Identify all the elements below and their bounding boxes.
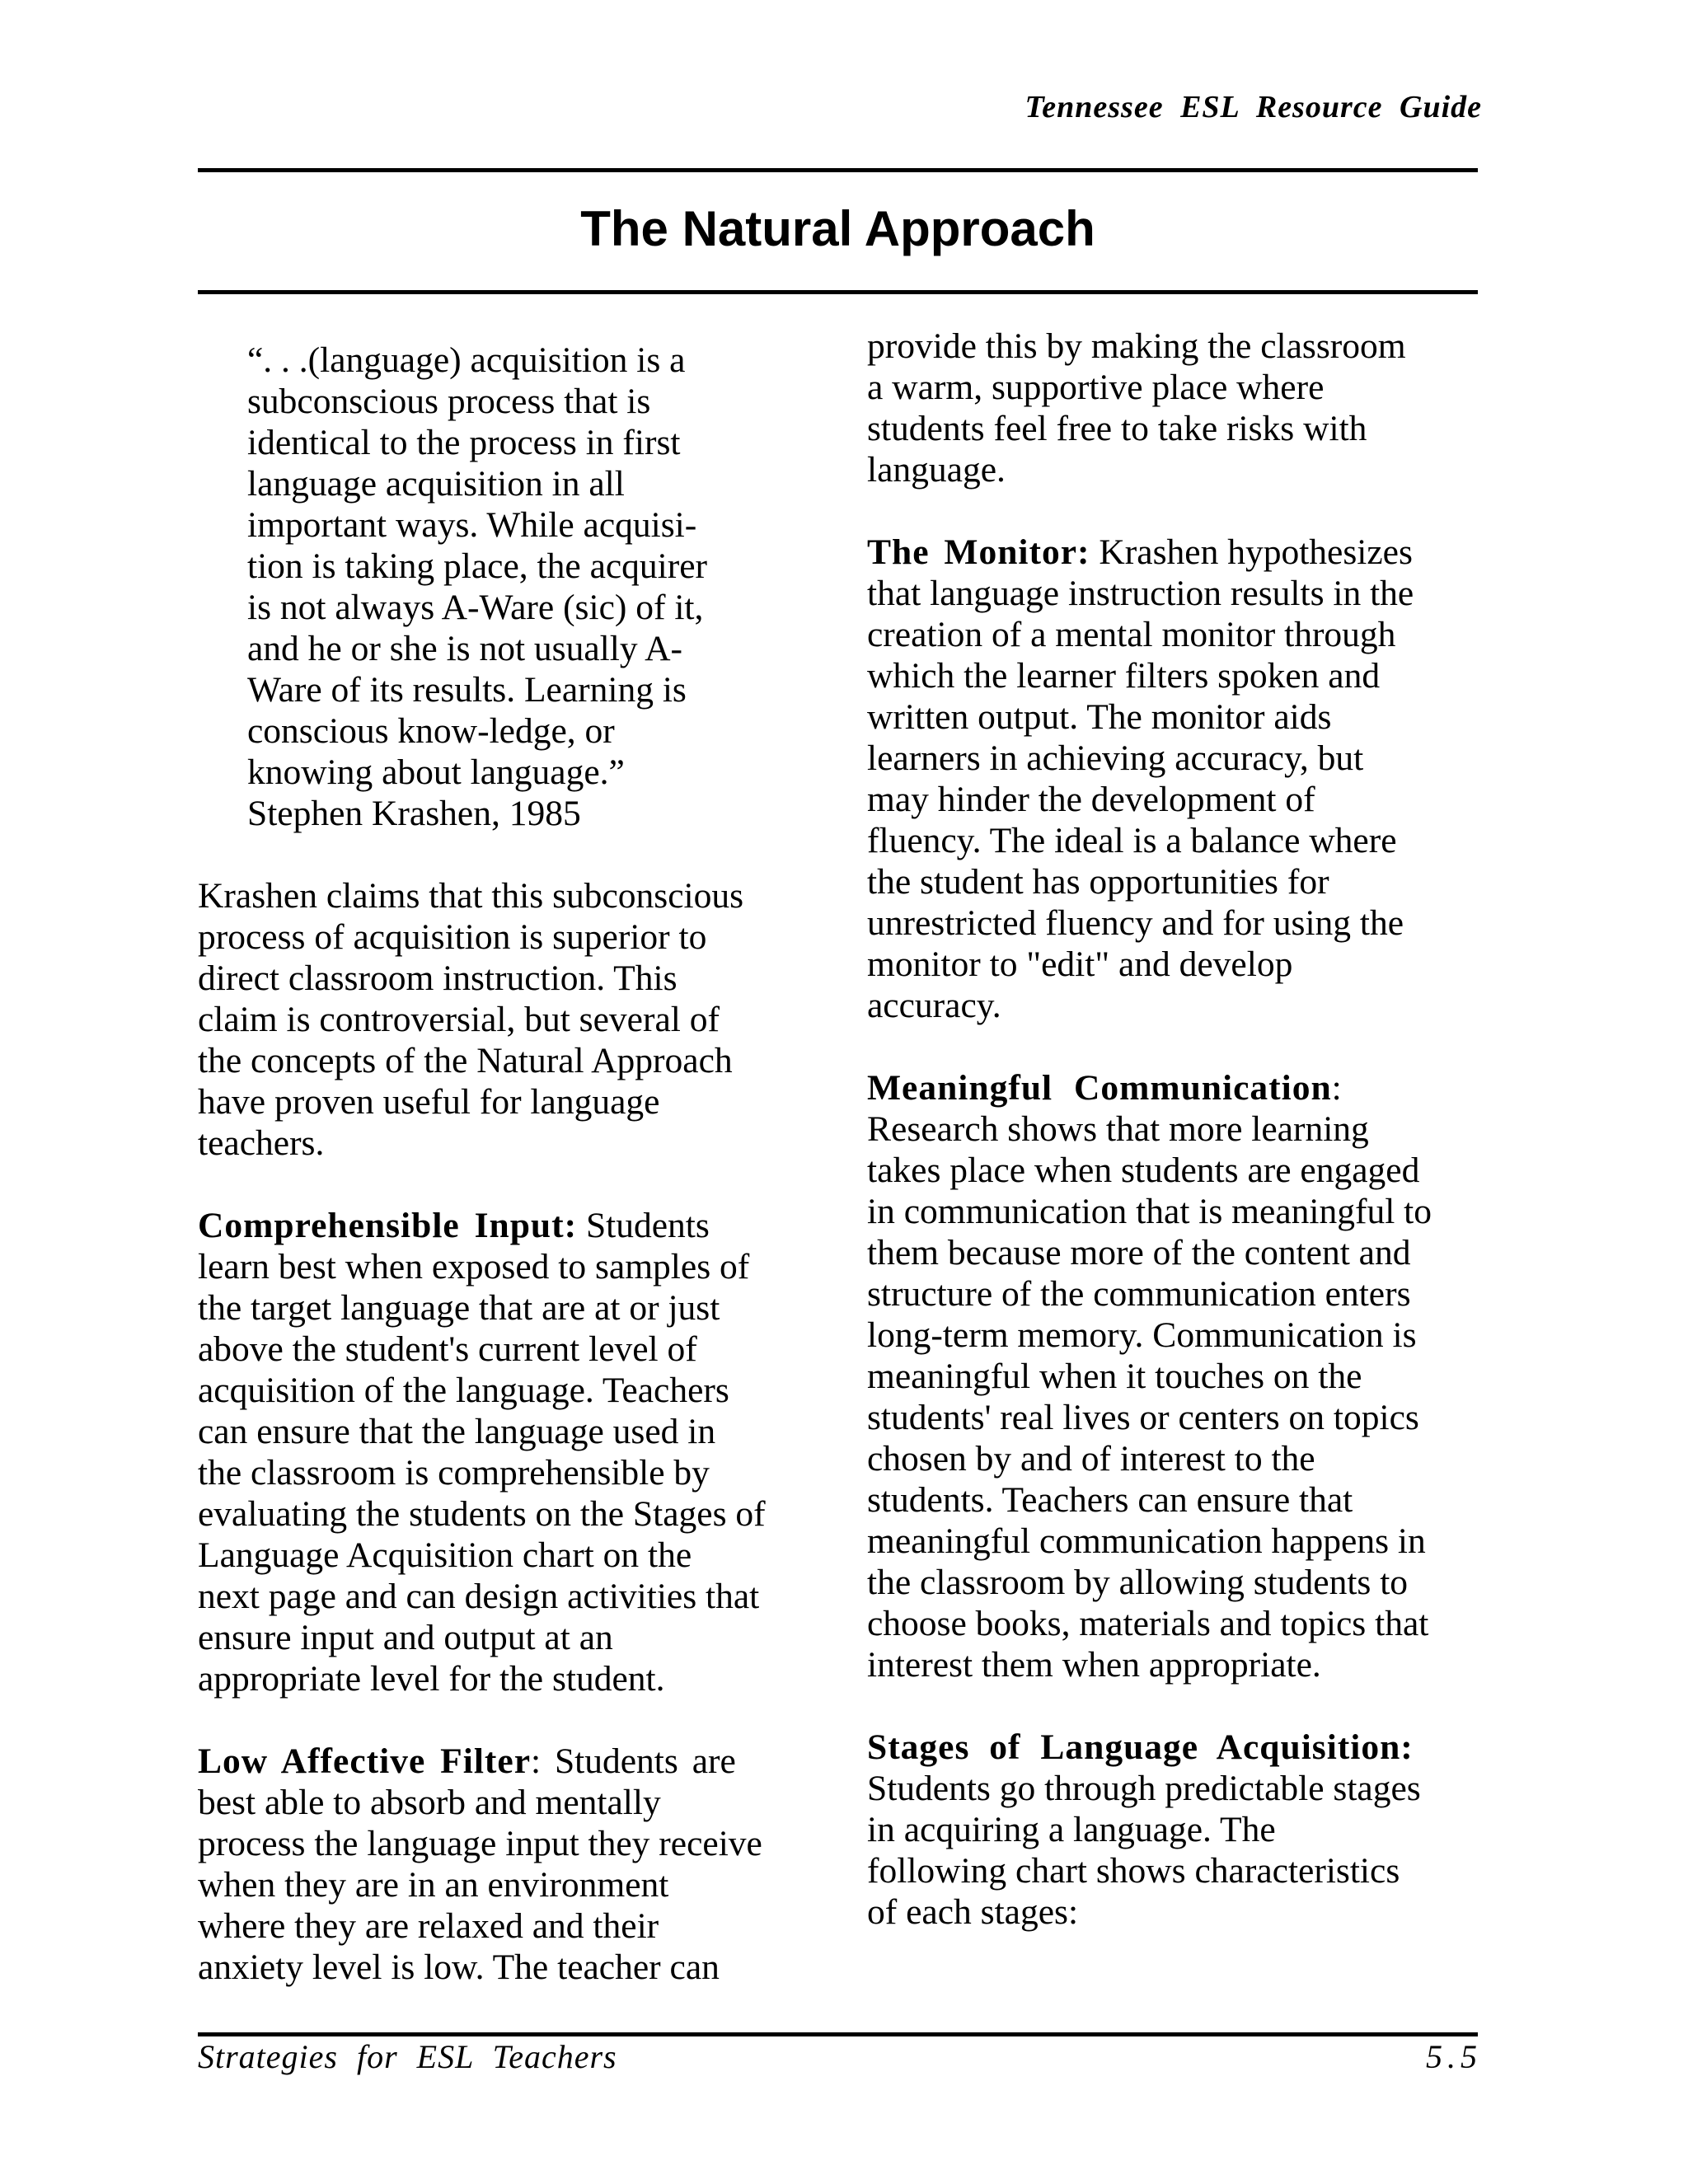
comprehensible-input-line: appropriate level for the student. [198,1659,665,1699]
comprehensible-input-line: acquisition of the language. Teachers [198,1371,729,1410]
quote-line: conscious know-ledge, or [247,711,615,751]
comprehensible-input-line: Language Acquisition chart on the [198,1535,692,1575]
meaningful-communication-line: long-term memory. Communication is [867,1315,1417,1355]
monitor-line: fluency. The ideal is a balance where [867,821,1397,860]
monitor-line: monitor to "edit" and develop [867,944,1293,984]
left-column [198,340,824,1988]
quote-line: and he or she is not usually A- [247,629,682,668]
monitor-line: unrestricted fluency and for using the [867,903,1404,943]
comprehensible-input-heading: Comprehensible Input: [198,1206,578,1245]
affective-filter-heading: Low Affective Filter [198,1741,532,1781]
running-header: Tennessee ESL Resource Guide [1025,90,1482,124]
affective-filter-line: where they are relaxed and their [198,1906,659,1946]
krashen-quote [198,340,824,834]
continuation-line: a warm, supportive place where [867,368,1325,407]
comprehensible-input-first-line: Students [577,1206,710,1245]
meaningful-communication-line: interest them when appropriate. [867,1645,1321,1685]
quote-line: important ways. While acquisi- [247,505,697,545]
intro-line: claim is controversial, but several of [198,1000,720,1039]
monitor-line: creation of a mental monitor through [867,615,1396,654]
comprehensible-input-line: the target language that are at or just [198,1288,720,1328]
stages-line: following chart shows characteristics [867,1851,1400,1891]
meaningful-communication-heading: Meaningful Communication [867,1068,1332,1108]
stages-line: in acquiring a language. The [867,1810,1276,1849]
monitor-line: may hinder the development of [867,780,1315,819]
affective-filter-first-line: : Students are [531,1741,736,1781]
meaningful-communication-paragraph [867,1067,1493,1685]
continuation-line: students feel free to take risks with [867,409,1367,448]
meaningful-communication-line: them because more of the content and [867,1233,1411,1272]
page-number: 5.5 [1426,2038,1482,2075]
footer-rule [198,2032,1478,2036]
monitor-line: accuracy. [867,986,1001,1025]
quote-line: language acquisition in all [247,464,625,504]
meaningful-communication-line: choose books, materials and topics that [867,1604,1429,1643]
stages-line: of each stages: [867,1892,1079,1932]
quote-line: knowing about language.” [247,752,625,792]
continuation-line: provide this by making the classroom [867,326,1406,366]
continuation-paragraph [867,326,1493,490]
intro-paragraph [198,875,824,1164]
meaningful-communication-line: students' real lives or centers on topics [867,1398,1419,1437]
comprehensible-input-line: evaluating the students on the Stages of [198,1494,766,1534]
affective-filter-line: when they are in an environment [198,1865,669,1905]
meaningful-communication-line: meaningful when it touches on the [867,1357,1362,1396]
meaningful-communication-line: chosen by and of interest to the [867,1439,1315,1479]
intro-line: teachers. [198,1123,325,1163]
comprehensible-input-line: can ensure that the language used in [198,1412,716,1451]
monitor-line: learners in achieving accuracy, but [867,738,1364,778]
meaningful-communication-line: in communication that is meaningful to [867,1192,1432,1231]
comprehensible-input-line: next page and can design activities that [198,1577,760,1616]
quote-line: identical to the process in first [247,423,681,462]
comprehensible-input-line: above the student's current level of [198,1329,697,1369]
quote-line: “. . .(language) acquisition is a [247,340,686,380]
meaningful-communication-line: meaningful communication happens in [867,1521,1426,1561]
meaningful-communication-line: the classroom by allowing students to [867,1563,1409,1602]
quote-line: Ware of its results. Learning is [247,670,687,710]
stages-paragraph [867,1727,1493,1933]
page-title: The Natural Approach [580,201,1095,256]
meaningful-communication-line: students. Teachers can ensure that [867,1480,1353,1520]
comprehensible-input-line: ensure input and output at an [198,1618,613,1657]
comprehensible-input-line: the classroom is comprehensible by [198,1453,710,1493]
monitor-line: the student has opportunities for [867,862,1329,902]
monitor-line: which the learner filters spoken and [867,656,1381,696]
stages-line: Students go through predictable stages [867,1769,1421,1808]
intro-line: direct classroom instruction. This [198,958,678,998]
quote-line: Stephen Krashen, 1985 [247,794,581,833]
intro-line: Krashen claims that this subconscious [198,876,744,916]
right-column [867,326,1493,1933]
monitor-line: written output. The monitor aids [867,697,1332,737]
affective-filter-paragraph [198,1741,824,1988]
intro-line: have proven useful for language [198,1082,660,1122]
footer-title: Strategies for ESL Teachers [198,2038,617,2075]
quote-line: tion is taking place, the acquirer [247,546,708,586]
monitor-first-line: Krashen hypothesizes [1090,532,1413,572]
stages-heading: Stages of Language Acquisition: [867,1727,1414,1767]
continuation-line: language. [867,450,1006,490]
monitor-paragraph [867,532,1493,1026]
meaningful-communication-line: Research shows that more learning [867,1109,1369,1149]
header-rule-bottom [198,290,1478,294]
affective-filter-line: anxiety level is low. The teacher can [198,1947,720,1987]
affective-filter-line: best able to absorb and mentally [198,1783,661,1822]
monitor-heading: The Monitor: [867,532,1090,572]
comprehensible-input-line: learn best when exposed to samples of [198,1247,750,1286]
header-rule-top [198,168,1478,172]
intro-line: process of acquisition is superior to [198,917,707,957]
quote-line: is not always A-Ware (sic) of it, [247,588,704,627]
quote-line: subconscious process that is [247,382,651,421]
meaningful-communication-line: takes place when students are engaged [867,1151,1420,1190]
comprehensible-input-paragraph [198,1205,824,1699]
meaningful-communication-line: structure of the communication enters [867,1274,1411,1314]
monitor-line: that language instruction results in the [867,574,1414,613]
intro-line: the concepts of the Natural Approach [198,1041,733,1080]
affective-filter-line: process the language input they receive [198,1824,762,1863]
meaningful-communication-colon: : [1331,1068,1342,1108]
